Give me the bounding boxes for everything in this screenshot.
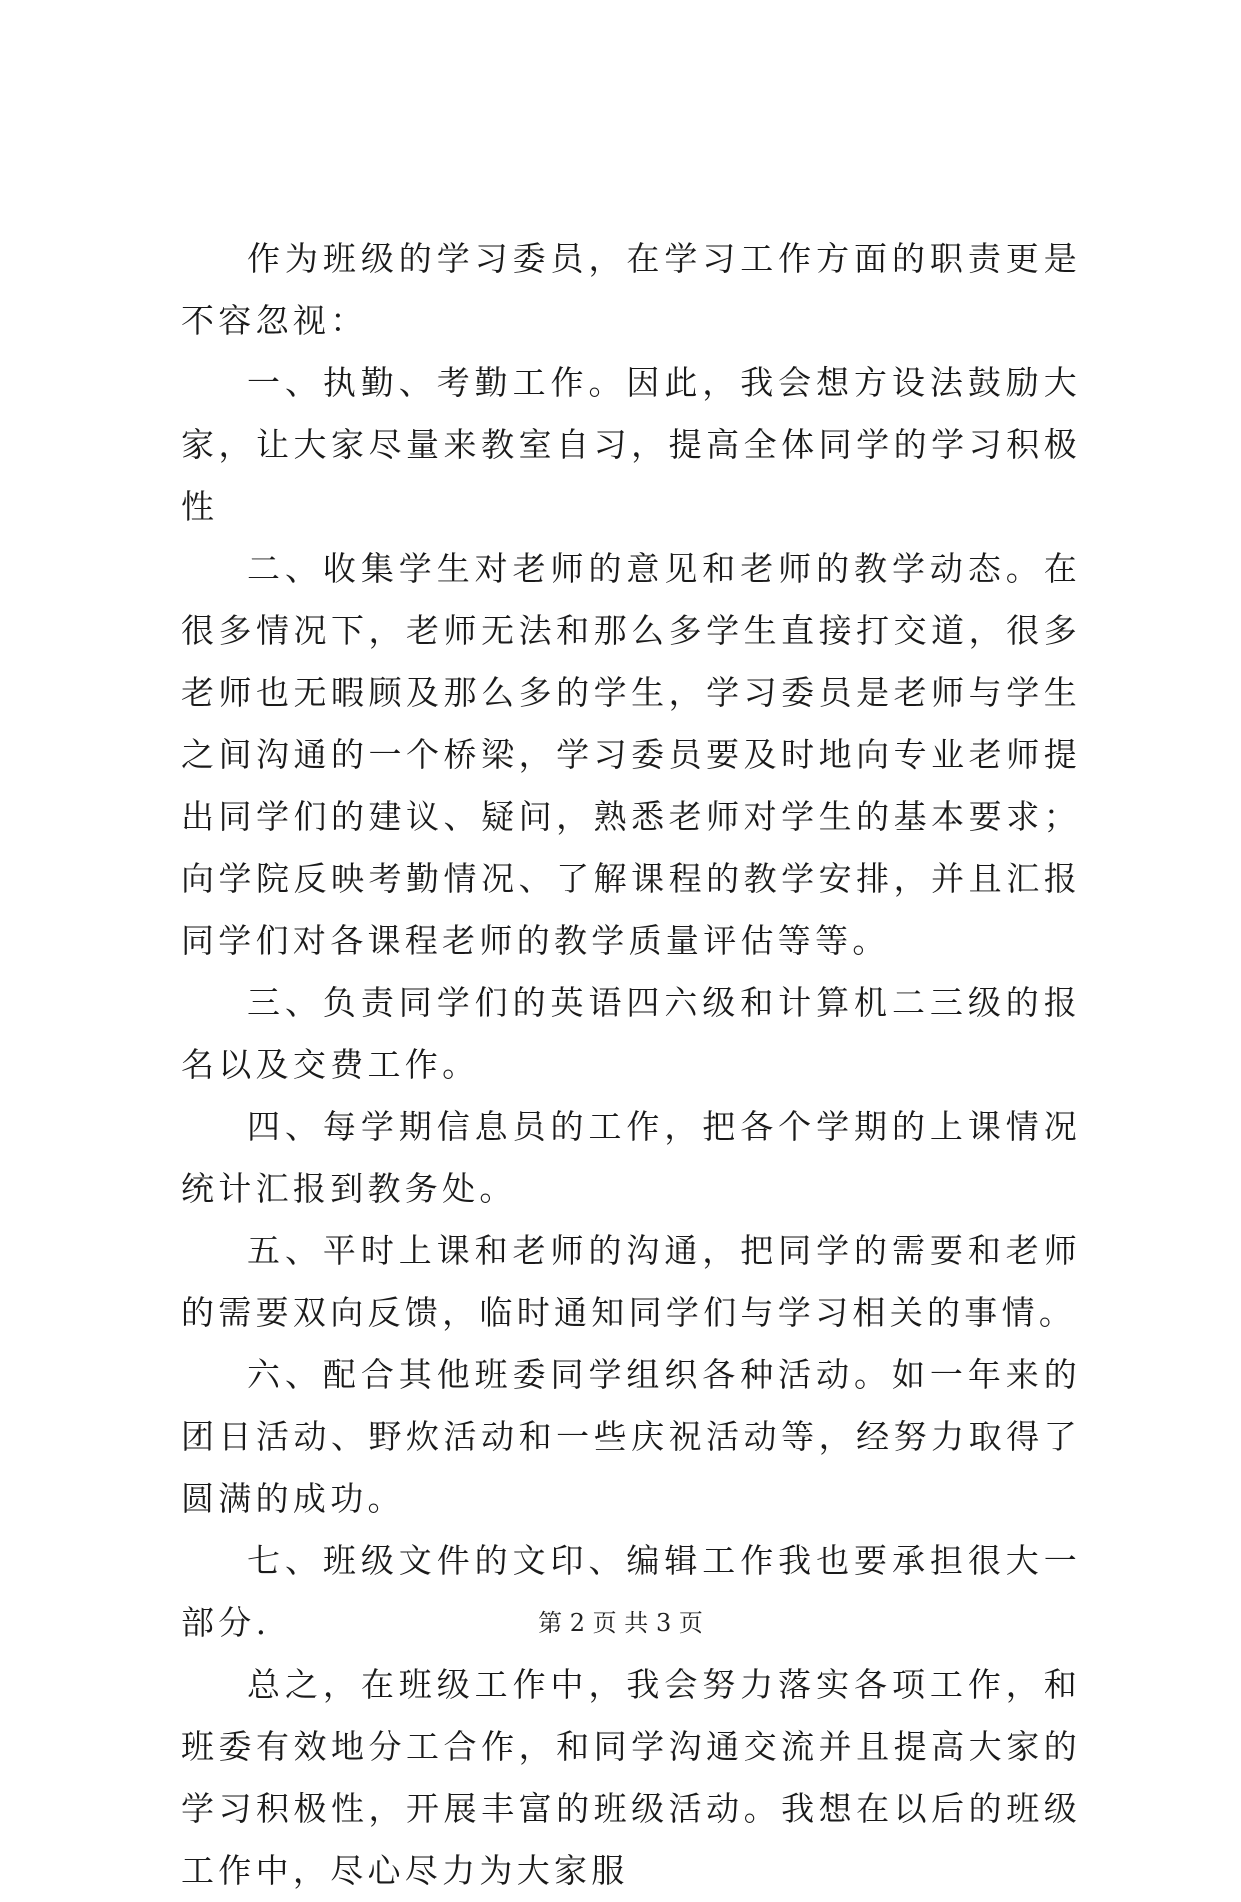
paragraph-duty-1: 一、执勤、考勤工作。因此，我会想方设法鼓励大家，让大家尽量来教室自习，提高全体同学的学习积极性 — [181, 363, 1081, 526]
paragraph-duty-3: 三、负责同学们的英语四六级和计算机二三级的报名以及交费工作。 — [181, 983, 1081, 1084]
paragraph-duty-4: 四、每学期信息员的工作，把各个学期的上课情况统计汇报到教务处。 — [181, 1107, 1081, 1208]
paragraph-duty-5: 五、平时上课和老师的沟通，把同学的需要和老师的需要双向反馈，临时通知同学们与学习相关的事情。 — [181, 1231, 1081, 1332]
paragraph-summary: 总之，在班级工作中，我会努力落实各项工作，和班委有效地分工合作，和同学沟通交流并且提高大家的学习积极性，开展丰富的班级活动。我想在以后的班级工作中，尽心尽力为大家服 — [181, 1665, 1081, 1890]
paragraph-duty-7: 七、班级文件的文印、编辑工作我也要承担很大一部分. — [181, 1541, 1081, 1642]
paragraph-duty-6: 六、配合其他班委同学组织各种活动。如一年来的团日活动、野炊活动和一些庆祝活动等，经努力取得了圆满的成功。 — [181, 1355, 1081, 1518]
page-number-footer: 第 2 页 共 3 页 — [538, 1609, 703, 1637]
paragraph-duty-2: 二、收集学生对老师的意见和老师的教学动态。在很多情况下，老师无法和那么多学生直接打交道，很多老师也无暇顾及那么多的学生，学习委员是老师与学生之间沟通的一个桥梁，学习委员要及时地向专业老师提出同学们的建议、疑问，熟悉老师对学生的基本要求；向学院反映考勤情况、了解课程的教学安排，并且汇报同学们对各课程老师的教学质量评估等等。 — [181, 549, 1081, 960]
paragraph-intro: 作为班级的学习委员，在学习工作方面的职责更是不容忽视： — [181, 239, 1081, 340]
document-body — [181, 228, 1081, 1902]
